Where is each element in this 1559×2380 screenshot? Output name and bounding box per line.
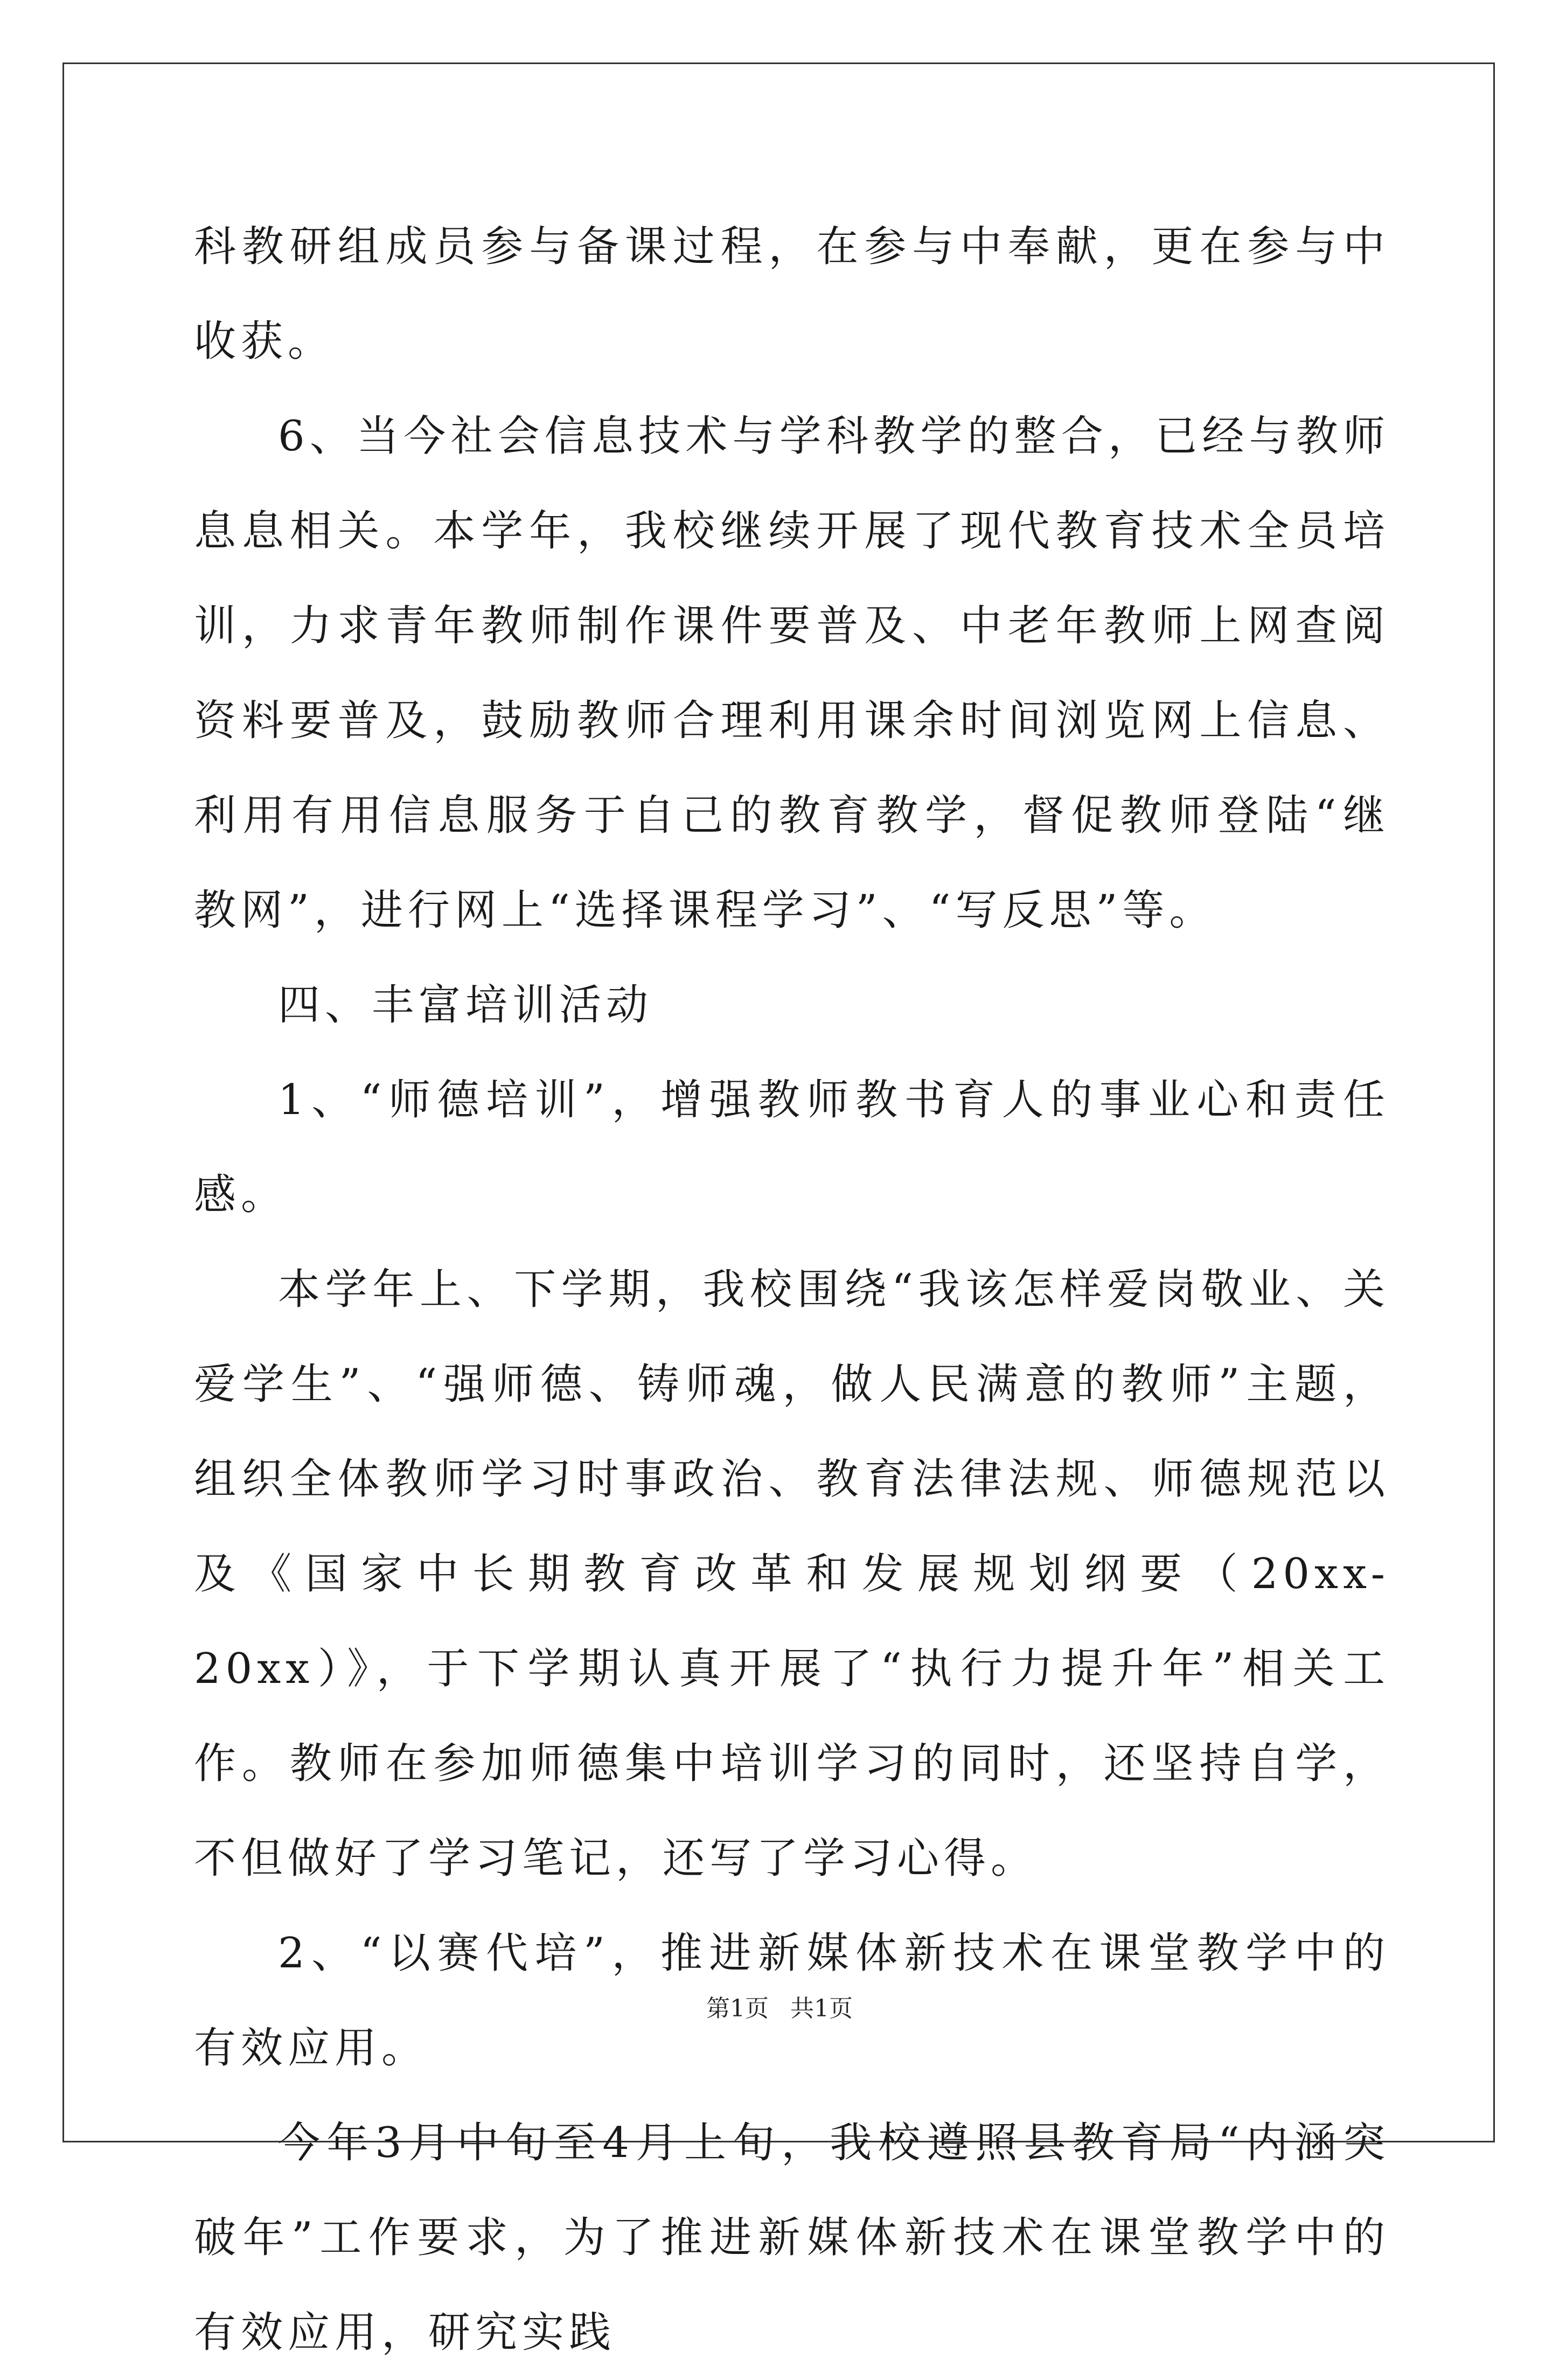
- paragraph-1: 科教研组成员参与备课过程，在参与中奉献，更在参与中收获。: [194, 222, 1390, 366]
- paragraph-5: 2、“以赛代培”，推进新媒体新技术在课堂教学中的有效应用。: [194, 1929, 1390, 2072]
- paragraph-4: 本学年上、下学期，我校围绕“我该怎样爱岗敬业、关爱学生”、“强师德、铸师魂，做人民满意的教师”主题，组织全体教师学习时事政治、教育法律法规、师德规范以及《国家中长期教育改革和发展规划纲要（20xx-20xx）》，于下学期认真开展了“执行力提升年”相关工作。教师在参加师德集中培训学习的同时，还坚持自学，不但做好了学习笔记，还写了学习心得。: [194, 1265, 1390, 1883]
- paragraph-2: 6、当今社会信息技术与学科教学的整合，已经与教师息息相关。本学年，我校继续开展了现代教育技术全员培训，力求青年教师制作课件要普及、中老年教师上网查阅资料要普及，鼓励教师合理利用课余时间浏览网上信息、利用有用信息服务于自己的教育教学，督促教师登陆“继教网”，进行网上“选择课程学习”、“写反思”等。: [194, 412, 1390, 935]
- page-total: 共1页: [790, 1995, 853, 2022]
- section-heading: 四、丰富培训活动: [278, 981, 653, 1029]
- document-body: [194, 199, 1390, 2380]
- page-footer: [0, 1989, 1559, 2023]
- page-number: 第1页: [706, 1995, 769, 2022]
- paragraph-6: 今年3月中旬至4月上旬，我校遵照县教育局“内涵突破年”工作要求，为了推进新媒体新技术在课堂教学中的有效应用，研究实践: [194, 2119, 1390, 2357]
- paragraph-3: 1、“师德培训”，增强教师教书育人的事业心和责任感。: [194, 1076, 1390, 1219]
